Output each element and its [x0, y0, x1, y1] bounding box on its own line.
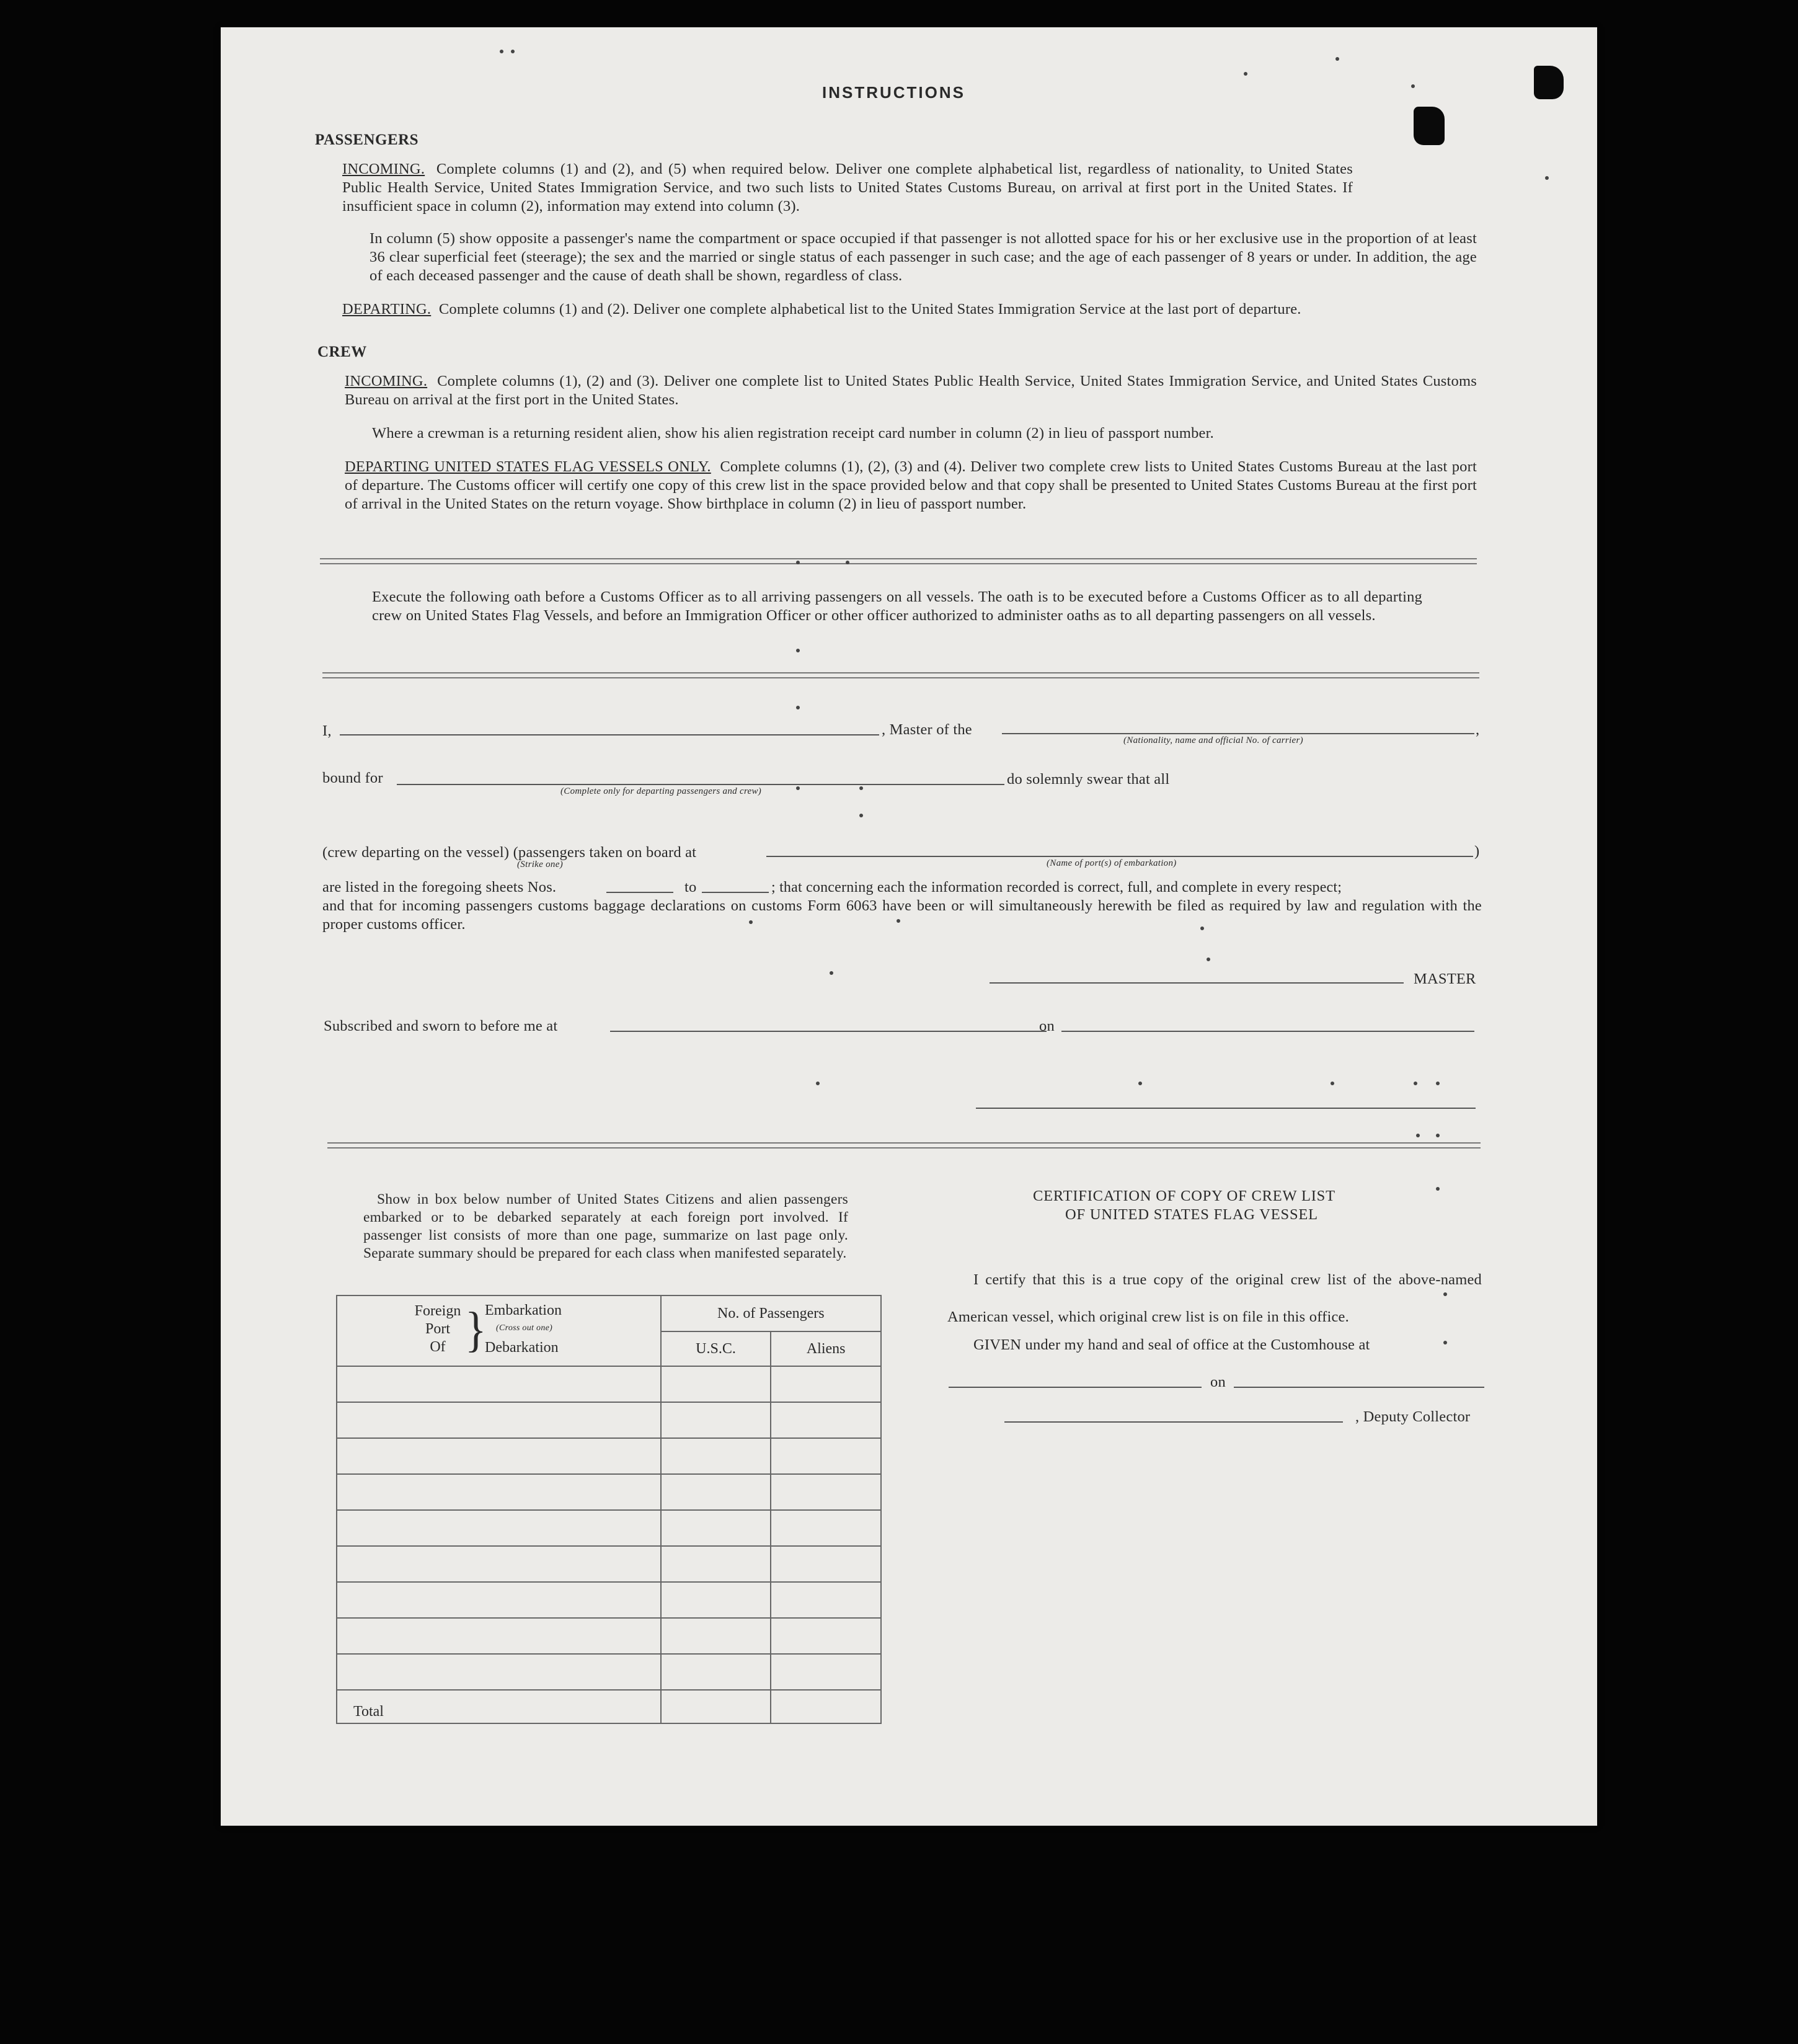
sworn-on-label: on — [1039, 1018, 1055, 1034]
cert-date-field[interactable] — [1234, 1387, 1484, 1388]
port-cell[interactable] — [337, 1366, 661, 1402]
usc-cell[interactable] — [661, 1618, 771, 1654]
crew-departing-text: Complete columns (1), (2), (3) and (4). Deliver two complete crew lists to United States Customs Bureau at the last port of departure. The Customs officer will certify one copy of this crew list in the space provided below and that copy shall be presented to United States Customs Bureau at the first port of arrival in the United States on the return voyage. Show birthplace in column (2) in lieu of passport number. — [345, 458, 1477, 512]
sheet-from-field[interactable] — [606, 892, 673, 893]
oath-close-paren: ) — [1474, 843, 1480, 860]
officer-signature-field[interactable] — [976, 1108, 1476, 1109]
port-cell[interactable] — [337, 1654, 661, 1690]
speck — [1436, 1187, 1440, 1191]
port-header-cell — [337, 1295, 661, 1366]
speck — [1436, 1082, 1440, 1085]
bound-for-field[interactable] — [397, 784, 1004, 785]
usc-cell[interactable] — [661, 1654, 771, 1690]
aliens-cell[interactable] — [771, 1654, 881, 1690]
usc-cell[interactable] — [661, 1582, 771, 1618]
page-title: INSTRUCTIONS — [822, 83, 965, 102]
speck — [1411, 84, 1415, 88]
port-cell[interactable] — [337, 1438, 661, 1474]
speck — [1207, 958, 1210, 961]
usc-cell[interactable] — [661, 1546, 771, 1582]
aliens-cell[interactable] — [771, 1402, 881, 1438]
usc-cell[interactable] — [661, 1402, 771, 1438]
usc-cell[interactable] — [661, 1438, 771, 1474]
usc-cell[interactable] — [661, 1474, 771, 1510]
oath-intro: Execute the following oath before a Customs Officer as to all arriving passengers on all vessels. The oath is to be executed before a Customs Officer as to all departing crew on United States Flag Vessels, and before an Immigration Officer or other officer authorized to administer oaths as to all departing passengers on all vessels. — [372, 589, 1422, 624]
embarkation-port-field[interactable] — [766, 856, 1473, 857]
speck — [897, 919, 900, 923]
crew-incoming-label: INCOMING. — [345, 373, 428, 389]
port-cell[interactable] — [337, 1402, 661, 1438]
passengers-departing-paragraph — [342, 300, 1477, 319]
speck — [846, 561, 849, 564]
brace: } — [465, 1302, 487, 1357]
bound-for-label: bound for — [322, 770, 383, 786]
section-divider — [322, 672, 1479, 678]
port-cell[interactable] — [337, 1618, 661, 1654]
aliens-total-cell[interactable] — [771, 1690, 881, 1723]
sworn-date-field[interactable] — [1061, 1031, 1474, 1032]
cert-on-label: on — [1210, 1374, 1226, 1390]
speck — [1443, 1292, 1447, 1296]
deputy-signature-field[interactable] — [1004, 1421, 1343, 1423]
bound-for-caption: (Complete only for departing passengers and crew) — [560, 786, 762, 796]
usc-cell[interactable] — [661, 1510, 771, 1546]
master-signature-field[interactable] — [990, 982, 1404, 984]
speck — [1331, 1082, 1334, 1085]
oath-i-label: I, — [322, 722, 332, 739]
speck — [1335, 57, 1339, 61]
port-label: Port — [425, 1321, 450, 1337]
swear-label: do solemnly swear that all — [1007, 771, 1170, 788]
aliens-cell[interactable] — [771, 1438, 881, 1474]
port-cell[interactable] — [337, 1510, 661, 1546]
passengers-incoming-text: Complete columns (1) and (2), and (5) when required below. Deliver one complete alphabetical list, regardless of nationality, to United States Public Health Service, United States Immigration Service, and two such lists to United States Customs Bureau, on arrival at first port in the United States. If insufficient space in column (2), information may extend into column (3). — [342, 161, 1353, 215]
speck — [1416, 1134, 1420, 1137]
passengers-departing-text: Complete columns (1) and (2). Deliver one complete alphabetical list to the United States Immigration Service at the last port of departure. — [438, 301, 1301, 318]
aliens-cell[interactable] — [771, 1546, 881, 1582]
usc-cell[interactable] — [661, 1366, 771, 1402]
speck — [796, 706, 800, 709]
concerning-text: ; that concerning each the information recorded is correct, full, and complete in every respect; — [771, 879, 1342, 895]
speck — [1200, 926, 1204, 930]
crew-departing-label: (crew departing on the vessel) (passengers taken on board at — [322, 844, 697, 861]
crew-incoming-text: Complete columns (1), (2) and (3). Deliver one complete list to United States Public Health Service, United States Immigration Service, and United States Customs Bureau on arrival at the first port in the United States. — [345, 373, 1477, 408]
speck — [1436, 1134, 1440, 1137]
master-of-the-label: , Master of the — [882, 721, 972, 738]
sheet-to-field[interactable] — [702, 892, 769, 893]
embarkation-label: Embarkation — [485, 1302, 562, 1318]
aliens-header: Aliens — [771, 1331, 881, 1366]
num-passengers-header: No. of Passengers — [661, 1295, 881, 1331]
ink-blot — [1414, 107, 1445, 145]
debarkation-label: Debarkation — [485, 1340, 559, 1356]
usc-total-cell[interactable] — [661, 1690, 771, 1723]
crew-incoming-paragraph — [345, 372, 1477, 409]
sworn-place-field[interactable] — [610, 1031, 1047, 1032]
baggage-text: and that for incoming passengers customs baggage declarations on customs Form 6063 have been or will simultaneously herewith be filed as required by law and regulation with the proper customs officer. — [322, 897, 1482, 933]
oath-comma: , — [1476, 721, 1480, 738]
cert-place-field[interactable] — [949, 1387, 1202, 1388]
master-name-field[interactable] — [340, 734, 879, 735]
deputy-collector-label: , Deputy Collector — [1355, 1408, 1471, 1425]
passengers-heading: PASSENGERS — [315, 131, 419, 148]
listed-label: are listed in the foregoing sheets Nos. — [322, 879, 557, 895]
form-page — [221, 27, 1597, 1826]
aliens-cell[interactable] — [771, 1510, 881, 1546]
certification-text: I certify that this is a true copy of the original crew list of the above-named American vessel, which original crew list is on file in this office. — [947, 1271, 1482, 1325]
aliens-cell[interactable] — [771, 1618, 881, 1654]
port-cell[interactable] — [337, 1582, 661, 1618]
to-label: to — [684, 879, 697, 895]
given-text: GIVEN under my hand and seal of office at the Customhouse at — [973, 1336, 1370, 1353]
port-cell[interactable] — [337, 1474, 661, 1510]
speck — [1545, 176, 1549, 180]
total-label: Total — [337, 1690, 661, 1723]
speck — [749, 920, 753, 924]
foreign-label: Foreign — [414, 1303, 461, 1319]
speck — [1443, 1341, 1447, 1344]
speck — [1414, 1082, 1417, 1085]
strike-one-caption: (Strike one) — [517, 860, 563, 869]
crew-resident-paragraph: Where a crewman is a returning resident alien, show his alien registration receipt card number in column (2) in lieu of passport number. — [372, 425, 1214, 442]
passengers-incoming-paragraph — [342, 160, 1353, 216]
crew-heading: CREW — [317, 344, 367, 360]
summary-instructions: Show in box below number of United States Citizens and alien passengers embarked or to be debarked separately at each foreign port involved. If passenger list consists of more than one page, summarize on last page only. Separate summary should be prepared for each class when manifested separately. — [363, 1191, 848, 1261]
passengers-column5-paragraph: In column (5) show opposite a passenger's name the compartment or space occupied if that passenger is not allotted space for his or her exclusive use in the proportion of at least 36 clear superficial feet (steerage); the sex and the married or single status of each passenger in such case; and the age of each passenger of 8 years or under. In addition, the age of each deceased passenger and the cause of death shall be shown, regardless of class. — [370, 230, 1477, 284]
ports-caption: (Name of port(s) of embarkation) — [1047, 858, 1177, 868]
crew-departing-paragraph — [345, 458, 1477, 513]
speck — [859, 814, 863, 817]
port-cell[interactable] — [337, 1546, 661, 1582]
punch-hole — [1534, 66, 1564, 99]
certification-heading-1: CERTIFICATION OF COPY OF CREW LIST — [1033, 1188, 1335, 1204]
passengers-departing-label: DEPARTING. — [342, 301, 432, 318]
speck — [1138, 1082, 1142, 1085]
cross-out-caption: (Cross out one) — [496, 1323, 553, 1333]
speck — [511, 50, 515, 53]
passenger-summary-table — [336, 1295, 882, 1724]
certification-heading-2: OF UNITED STATES FLAG VESSEL — [1065, 1206, 1318, 1223]
crew-departing-label: DEPARTING UNITED STATES FLAG VESSELS ONLY. — [345, 458, 711, 475]
speck — [859, 786, 863, 790]
speck — [500, 50, 503, 53]
carrier-field[interactable] — [1002, 733, 1474, 734]
subscribed-label: Subscribed and sworn to before me at — [324, 1018, 558, 1034]
section-divider — [320, 558, 1477, 564]
speck — [796, 561, 800, 564]
of-label: Of — [430, 1339, 446, 1355]
speck — [796, 786, 800, 790]
speck — [830, 971, 833, 975]
master-label: MASTER — [1414, 971, 1476, 987]
aliens-cell[interactable] — [771, 1474, 881, 1510]
nationality-caption: (Nationality, name and official No. of carrier) — [1123, 735, 1303, 745]
aliens-cell[interactable] — [771, 1582, 881, 1618]
speck — [816, 1082, 820, 1085]
speck — [1244, 72, 1247, 76]
passengers-incoming-label: INCOMING. — [342, 161, 425, 177]
aliens-cell[interactable] — [771, 1366, 881, 1402]
usc-header: U.S.C. — [661, 1331, 771, 1366]
speck — [796, 649, 800, 652]
section-divider — [327, 1142, 1481, 1149]
